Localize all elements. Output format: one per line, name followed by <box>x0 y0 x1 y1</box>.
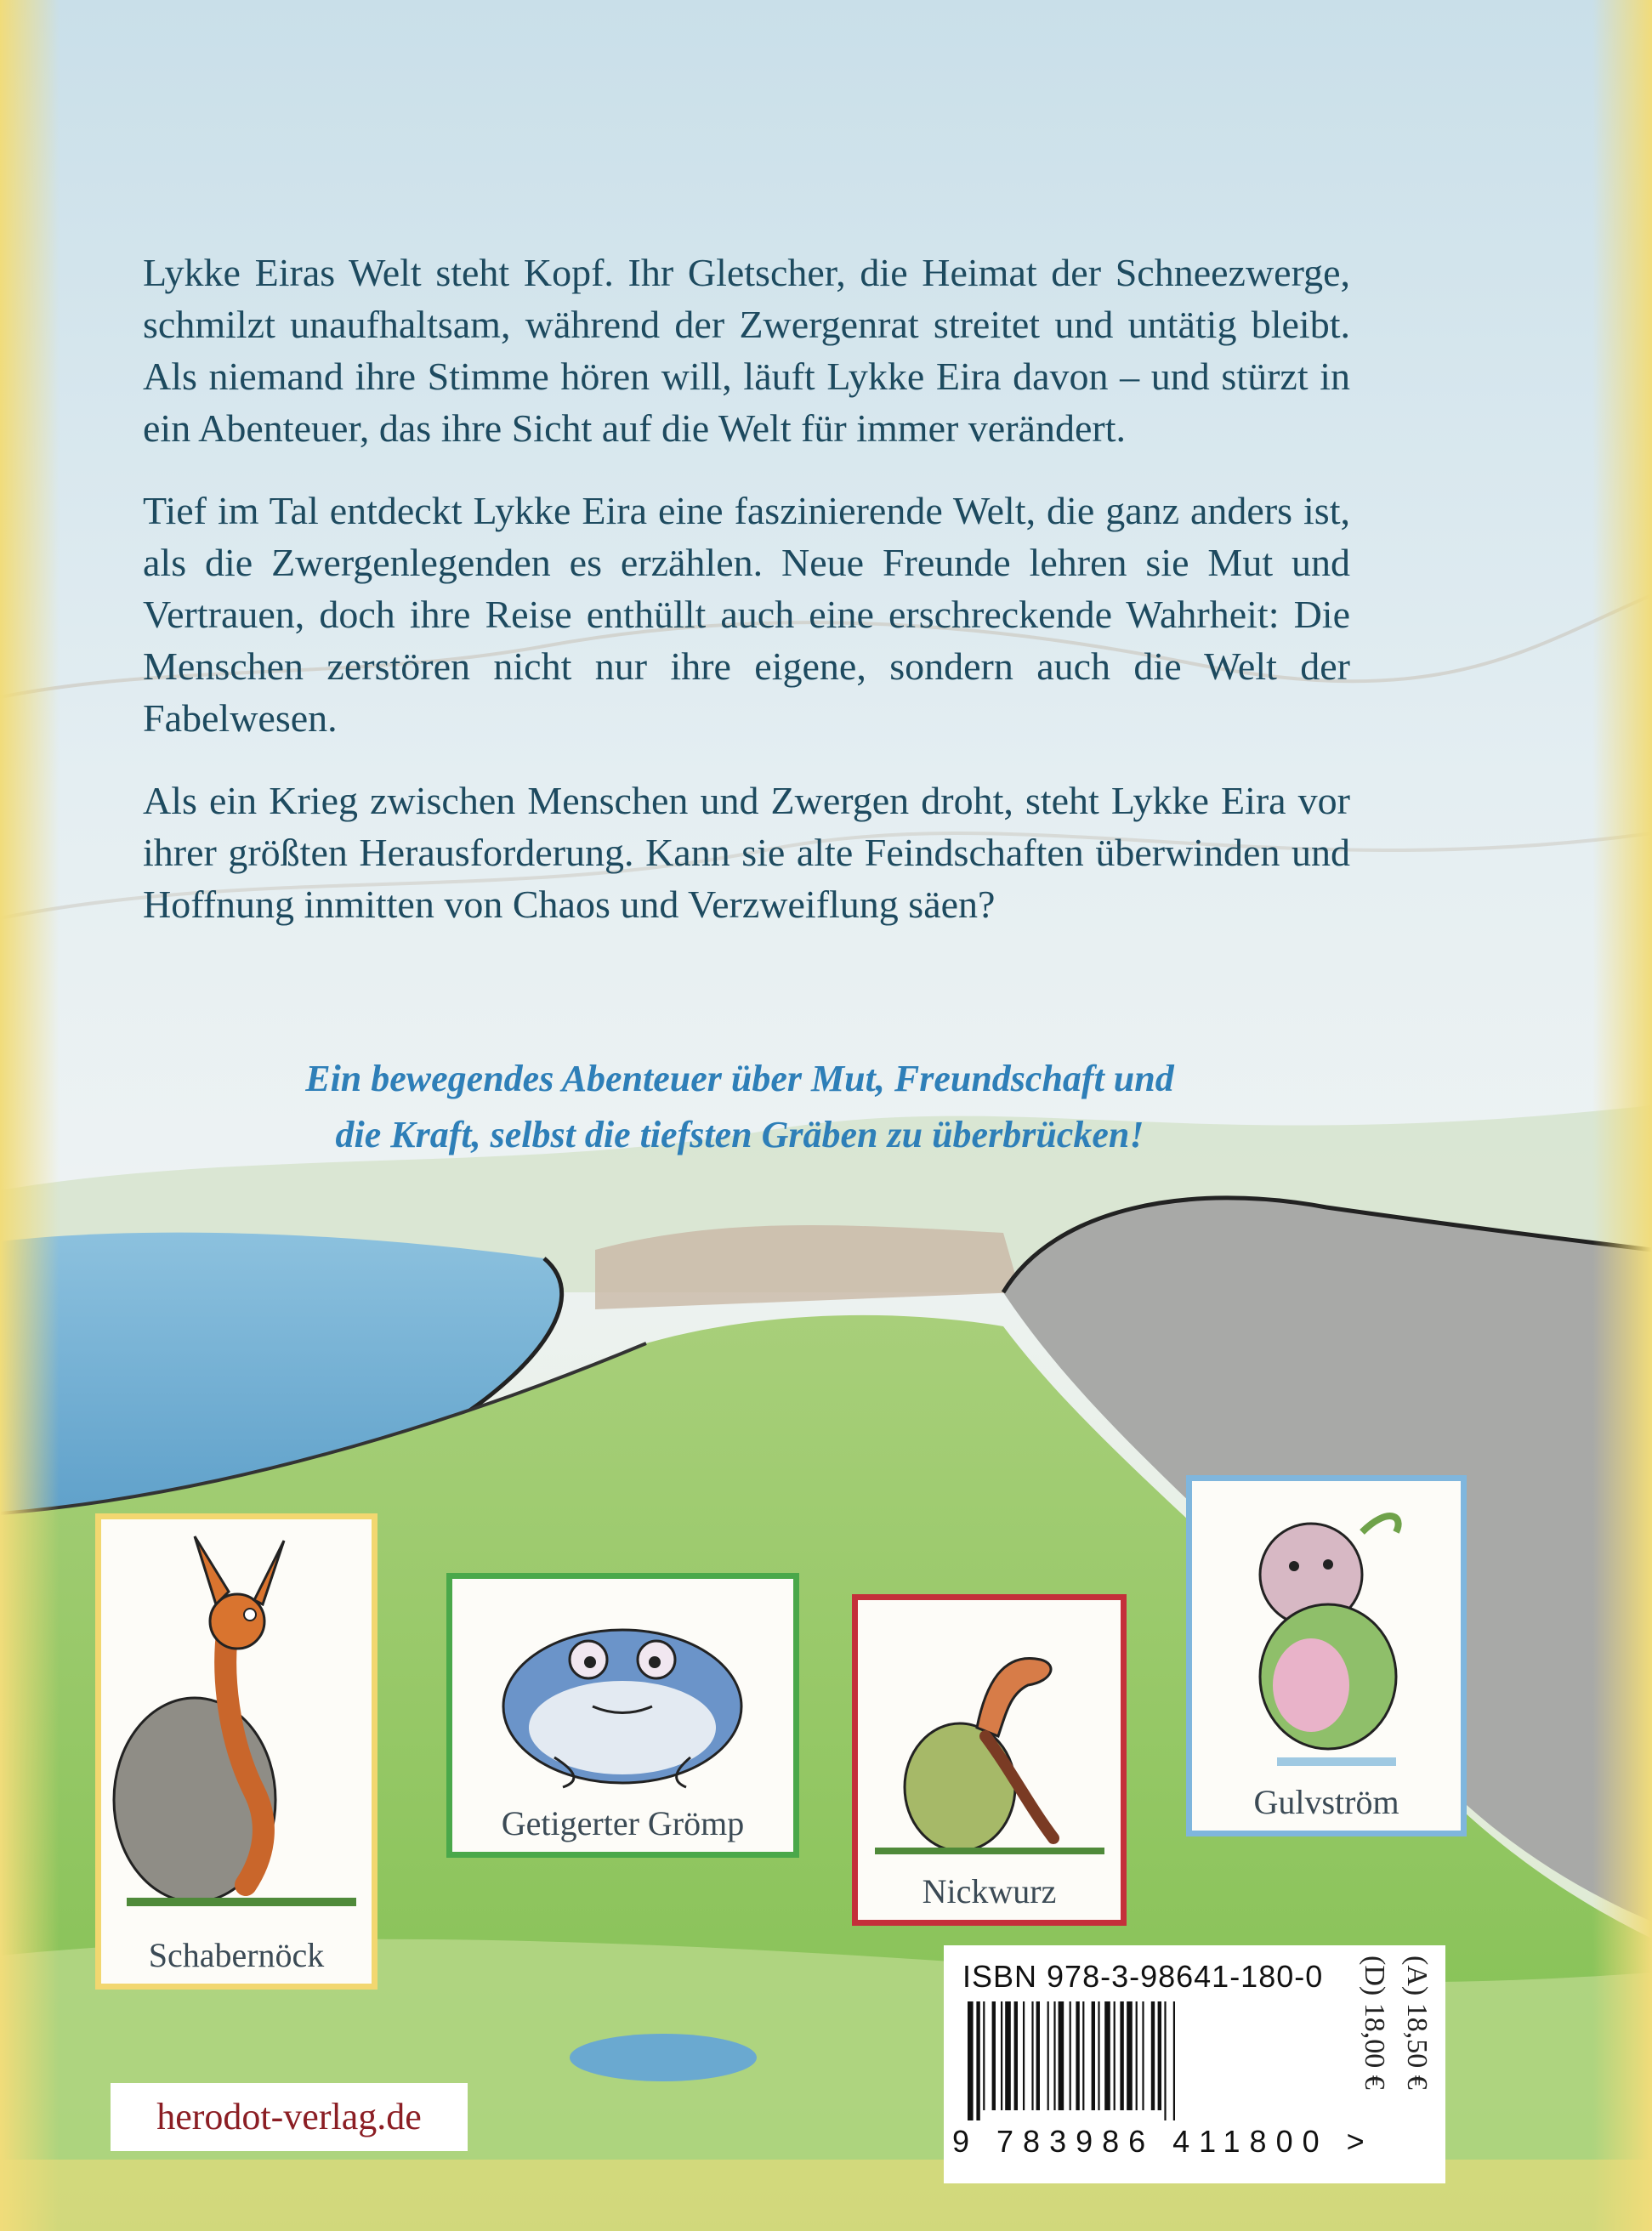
character-name: Schabernöck <box>148 1936 325 1974</box>
barcode-bar <box>1047 2001 1049 2110</box>
barcode-bar <box>1151 2001 1155 2110</box>
price-block <box>1348 1956 1441 2177</box>
character-name: Gulvström <box>1253 1783 1399 1821</box>
barcode-bar <box>992 2001 996 2110</box>
price-germany: (D) 18,00 € <box>1359 1956 1390 2090</box>
barcode-bar <box>968 2001 974 2120</box>
barcode-bar <box>1098 2001 1099 2110</box>
barcode-digits: 9 783986 411800 > <box>952 2124 1374 2159</box>
character-card-schabernoeck <box>95 1513 378 1990</box>
barcode-bar <box>1173 2001 1175 2120</box>
tagline-line-1: Ein bewegendes Abenteuer über Mut, Freundschaft und <box>305 1058 1174 1099</box>
barcode-bar <box>983 2001 985 2110</box>
blurb-text <box>143 247 1350 961</box>
barcode-bar <box>1082 2001 1084 2110</box>
blurb-paragraph-2: Tief im Tal entdeckt Lykke Eira eine faszinierende Welt, die ganz anders ist, als die Zwergenlegenden es erzählen. Neue Freunde lehren sie Mut und Vertrauen, doch ihre Reise enthüllt auch eine erschreckende Wahrheit: Die Menschen zerstören nicht nur ihre eigene, sondern auch die Welt der Fabelwesen. <box>143 489 1350 740</box>
barcode-bar <box>1059 2001 1064 2110</box>
tagline-line-2: die Kraft, selbst die tiefsten Gräben zu überbrücken! <box>335 1114 1144 1155</box>
barcode-bar <box>1114 2001 1116 2110</box>
barcode-bar <box>1142 2001 1144 2110</box>
character-card-getigerter-groemp <box>446 1573 799 1858</box>
barcode-bar <box>976 2001 979 2120</box>
barcode-bar <box>1120 2001 1123 2110</box>
barcode-bar <box>1053 2001 1055 2110</box>
publisher-website: herodot-verlag.de <box>111 2083 468 2151</box>
barcode-bar <box>1031 2001 1033 2110</box>
root-creature-illustration <box>858 1600 1121 1864</box>
barcode-bar <box>1014 2001 1018 2110</box>
barcode-bar <box>1036 2001 1040 2110</box>
barcode-bar <box>1164 2001 1166 2120</box>
barcode-bar <box>1070 2001 1071 2110</box>
character-name: Nickwurz <box>922 1872 1057 1910</box>
price-austria: (A) 18,50 € <box>1401 1956 1433 2090</box>
barcode-bar <box>1092 2001 1095 2110</box>
blurb-paragraph-3: Als ein Krieg zwischen Menschen und Zwergen droht, steht Lykke Eira vor ihrer größten Herausforderung. Kann sie alte Feindschaften überwinden und Hoffnung inmitten von Chaos und Verzweiflung säen? <box>143 779 1350 926</box>
toad-illustration <box>452 1579 793 1800</box>
barcode-bar <box>1127 2001 1133 2110</box>
barcode-bar <box>1001 2001 1002 2110</box>
character-name: Getigerter Grömp <box>501 1804 745 1842</box>
character-card-gulvstroem <box>1186 1475 1467 1836</box>
barcode <box>962 2001 1354 2120</box>
blurb-paragraph-1: Lykke Eiras Welt steht Kopf. Ihr Gletscher, die Heimat der Schneezwerge, schmilzt unaufhaltsam, während der Zwergenrat streitet und untätig bleibt. Als niemand ihre Stimme hören will, läuft Lykke Eira davon – und stürzt in ein Abenteuer, das ihre Sicht auf die Welt für immer verändert. <box>143 251 1350 450</box>
barcode-bar <box>1005 2001 1011 2110</box>
character-card-nickwurz <box>852 1594 1127 1926</box>
dragon-illustration <box>1192 1481 1461 1770</box>
barcode-bar <box>1104 2001 1110 2110</box>
barcode-bar <box>1076 2001 1079 2110</box>
fox-illustration <box>101 1519 372 1919</box>
barcode-bar <box>1158 2001 1161 2110</box>
isbn-number: ISBN 978-3-98641-180-0 <box>962 1959 1324 1994</box>
barcode-bar <box>1023 2001 1025 2110</box>
tagline <box>128 1051 1352 1163</box>
barcode-bar <box>1136 2001 1138 2110</box>
